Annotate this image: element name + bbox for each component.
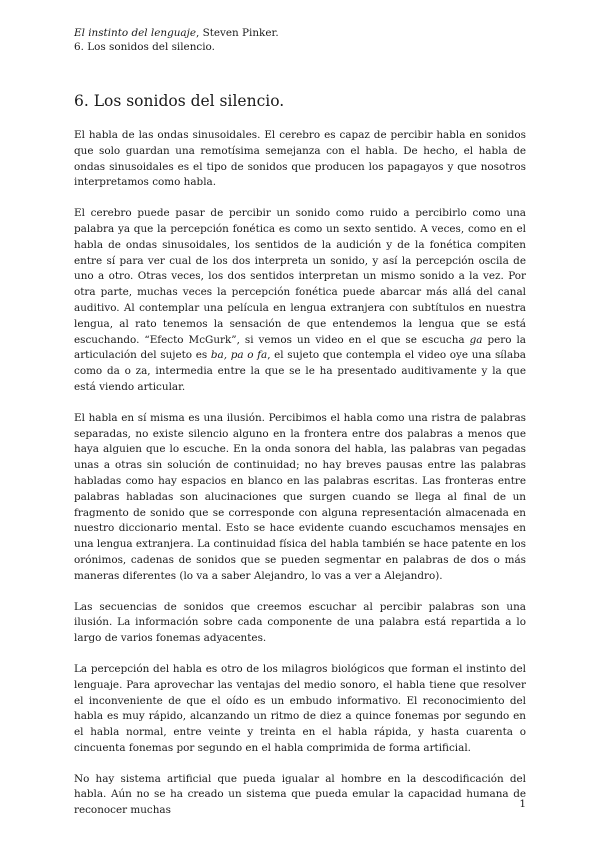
paragraph-1: El habla de las ondas sinusoidales. El cerebro es capaz de percibir habla en sonidos que solo guardan una remotísima semejanza con el habla. De hecho, el habla de ondas sinusoidales es el tipo de sonidos que producen los papagayos y que nosotros interpretamos como habla.: [74, 129, 526, 189]
book-title: El instinto del lenguaje: [74, 27, 196, 39]
author: , Steven Pinker.: [195, 27, 279, 39]
page-number: 1: [519, 798, 526, 810]
mcgurk-ga: ga: [469, 333, 483, 346]
paragraph-3: El habla en sí misma es una ilusión. Percibimos el habla como una ristra de palabras separadas, no existe silencio alguno en la frontera entre dos palabras a menos que haya alguien que lo escuche. En la onda sonora del habla, las palabras van pegadas unas a otras sin solución de continuidad; no hay breves pausas entre las palabras habladas como hay espacios en blanco en las palabras escritas. Las fronteras entre palabras habladas son alucinaciones que surgen cuando se llega al final de un fragmento de sonido que se corresponde con alguna representación almacenada en nuestro diccionario mental. Esto se hace evidente cuando escuchamos mensajes en una lengua extranjera. La continuidad física del habla también se hace patente en los orónimos, cadenas de sonidos que se pueden segmentar en palabras de dos o más maneras diferentes (lo va a saber Alejandro, lo vas a ver a Alejandro).: [74, 411, 526, 582]
chapter-title: 6. Los sonidos del silencio.: [74, 92, 285, 110]
mcgurk-part-1: El cerebro puede pasar de percibir un sonido como ruido a percibirlo como una palabra ya que la percepción fonética es como un sexto sentido. A veces, como en el habla de ondas sinusoidales, los sentidos de la audición y de la fonética compiten entre sí para ver cual de los dos interpreta un sonido, y así la percepción oscila de uno a otro. Otras veces, los dos sentidos interpretan un mismo sonido a la vez. Por otra parte, muchas veces la percepción fonética puede abarcar más allá del canal auditivo. Al contemplar una película en lengua extranjera con subtítulos en nuestra lengua, al rato tenemos la sensación de que entendemos la lengua que se está escuchando. “Efecto McGurk”, si vemos un video en el que se escucha: [74, 207, 526, 346]
header-chapter: 6. Los sonidos del silencio.: [74, 41, 215, 53]
paragraph-6: No hay sistema artificial que pueda igualar al hombre en la descodificación del habla. Aún no se ha creado un sistema que pueda emular la capacidad humana de reconocer muchas: [74, 772, 526, 817]
header-line-1: [74, 26, 279, 40]
paragraph-5: La percepción del habla es otro de los milagros biológicos que forman el instinto del lenguaje. Para aprovechar las ventajas del medio sonoro, el habla tiene que resolver el inconveniente de que el oído es un embudo informativo. El reconocimiento del habla es muy rápido, alcanzando un ritmo de diez a quince fonemas por segundo en el habla normal, entre veinte y treinta en el habla rápida, y hasta cuarenta o cincuenta fonemas por segundo en el habla comprimida de forma artificial.: [74, 662, 526, 754]
mcgurk-part-3: , el sujeto que contempla el video oye una sílaba como da o za, intermedia entre la que se le ha presentado auditivamente y la que está viendo articular.: [74, 349, 526, 393]
mcgurk-part-2: pero la articulación del sujeto es: [74, 333, 526, 362]
paragraph-2: [74, 206, 526, 396]
body-text: [74, 128, 526, 834]
mcgurk-ba: ba, pa o fa: [210, 349, 268, 362]
running-header: [74, 26, 279, 54]
paragraph-4: Las secuencias de sonidos que creemos escuchar al percibir palabras son una ilusión. La información sobre cada componente de una palabra está repartida a lo largo de varios fonemas adyacentes.: [74, 600, 526, 645]
